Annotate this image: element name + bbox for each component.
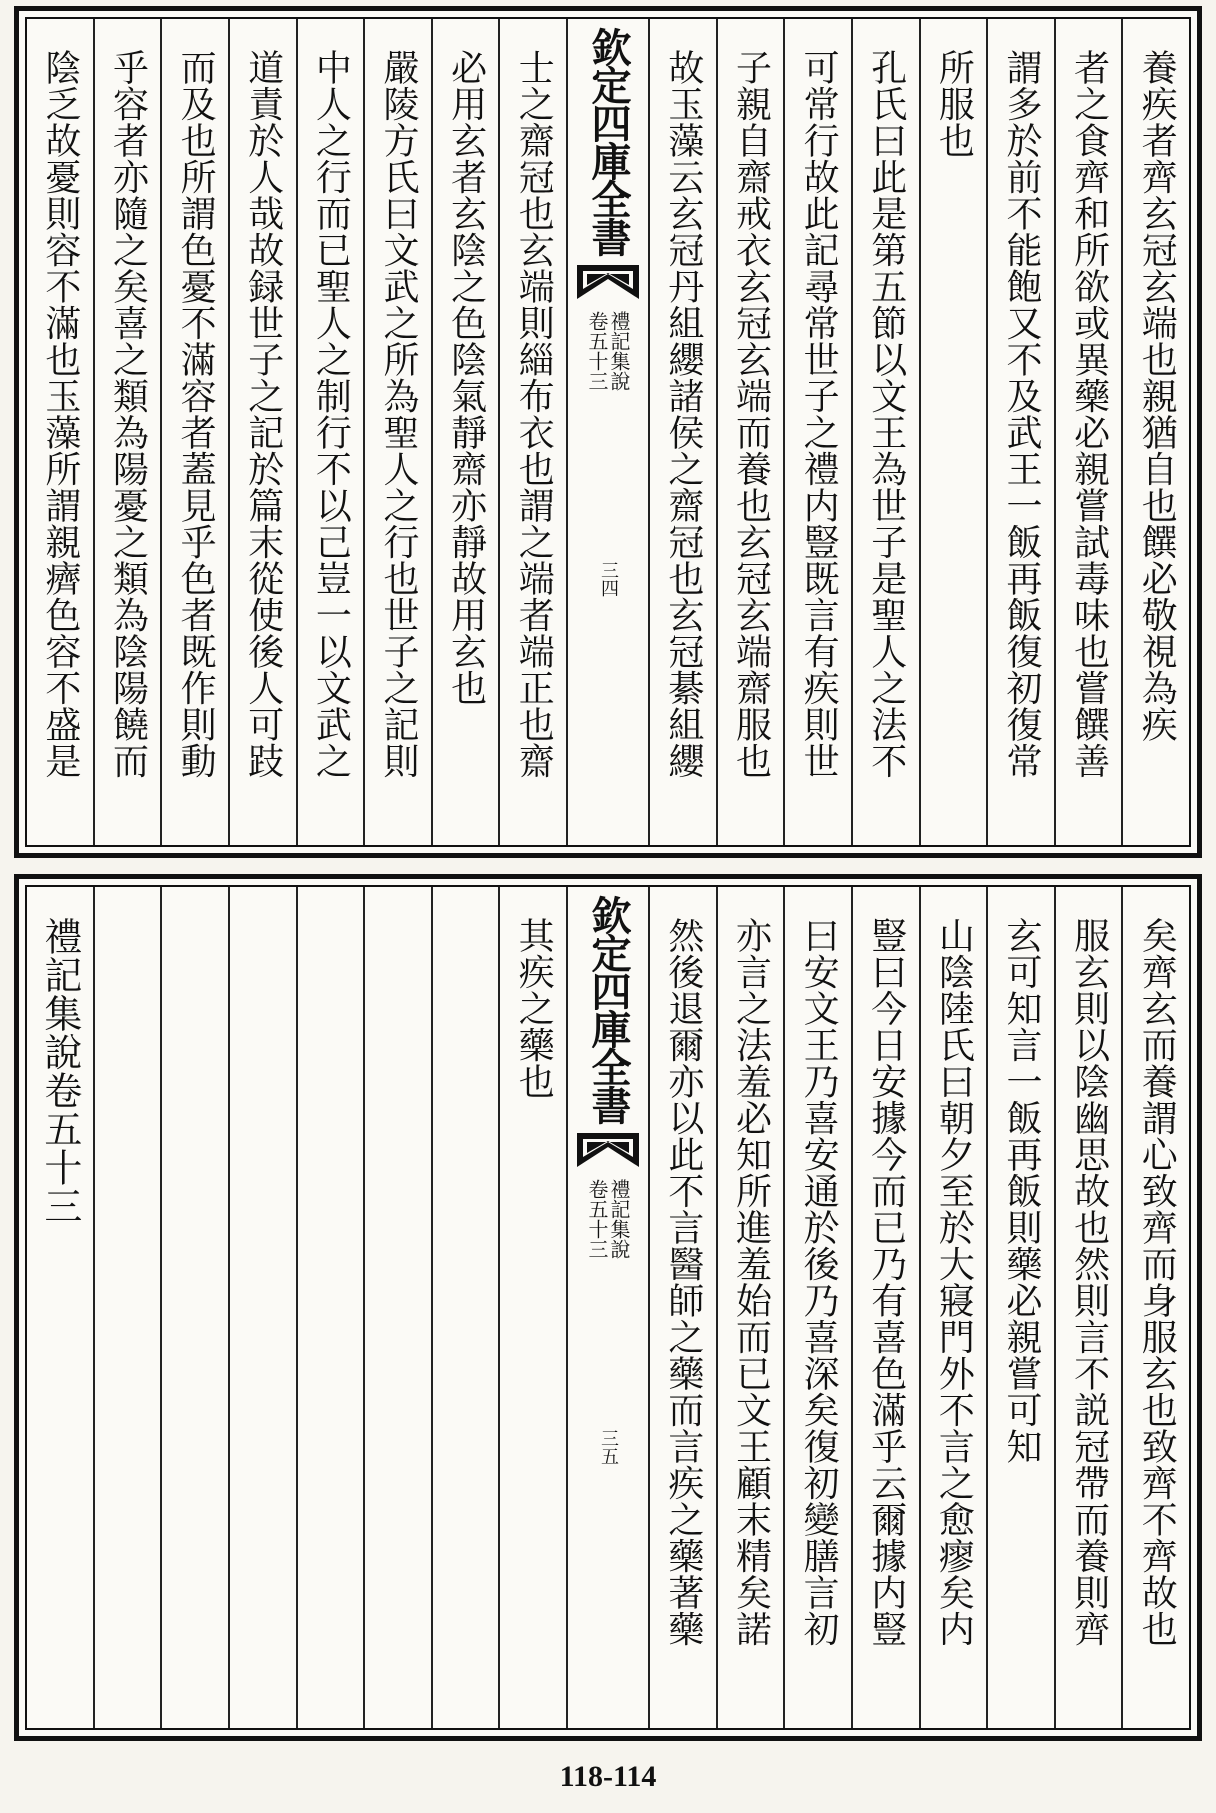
text-column: 子親自齋戒衣玄冠玄端而養也玄冠玄端齋服也 [716, 19, 784, 845]
text-column: 所服也 [919, 19, 987, 845]
text-column [160, 887, 228, 1728]
text-column: 必用玄者玄陰之色陰氣靜齋亦靜故用玄也 [431, 19, 499, 845]
book-name: 禮記集說 [607, 311, 631, 391]
book-meta [587, 1179, 629, 1259]
text-column: 豎曰今日安據今而已乃有喜色滿乎云爾據内豎 [851, 887, 919, 1728]
text-column: 矣齊玄而養謂心致齊而身服玄也致齊不齊故也 [1121, 887, 1189, 1728]
text-column: 者之食齊和所欲或異藥必親嘗試毒味也嘗饌善 [1054, 19, 1122, 845]
page-number: 三五 [598, 1429, 619, 1465]
text-column: 山陰陸氏曰朝夕至於大寢門外不言之愈瘳矣内 [919, 887, 987, 1728]
text-column: 孔氏曰此是第五節以文王為世子是聖人之法不 [851, 19, 919, 845]
collection-title: 欽定四庫全書 [585, 895, 632, 1123]
volume-label: 卷五十三 [585, 1179, 609, 1259]
collection-title: 欽定四庫全書 [585, 27, 632, 255]
text-column: 道責於人哉故録世子之記於篇末從使後人可跂 [228, 19, 296, 845]
text-column [93, 887, 161, 1728]
page-spine [566, 887, 648, 1728]
text-column: 可常行故此記尋常世子之禮内豎既言有疾則世 [783, 19, 851, 845]
bottom-page [14, 874, 1202, 1741]
text-column: 而及也所謂色憂不滿容者蓋見乎色者既作則動 [160, 19, 228, 845]
volume-label: 卷五十三 [585, 311, 609, 391]
text-column: 士之齋冠也玄端則緇布衣也謂之端者端正也齋 [498, 19, 566, 845]
text-column [363, 887, 431, 1728]
page-footer-number: 118-114 [559, 1760, 657, 1793]
book-meta [587, 311, 629, 391]
text-column: 謂多於前不能飽又不及武王一飯再飯復初復常 [986, 19, 1054, 845]
top-page-frame [25, 17, 1191, 847]
text-column: 玄可知言一飯再飯則藥必親嘗可知 [986, 887, 1054, 1728]
top-page [14, 6, 1202, 858]
fish-tail-ornament-icon [577, 265, 639, 299]
volume-end-title: 禮記集說卷五十三 [37, 917, 82, 1225]
text-column: 中人之行而已聖人之制行不以己豈一以文武之 [296, 19, 364, 845]
page-spine [566, 19, 648, 845]
text-column: 乎容者亦隨之矣喜之類為陽憂之類為陰陽饒而 [93, 19, 161, 845]
text-column [431, 887, 499, 1728]
fish-tail-ornament-icon [577, 1133, 639, 1167]
text-column: 其疾之藥也 [498, 887, 566, 1728]
text-column: 陰乏故憂則容不滿也玉藻所謂親癠色容不盛是 [39, 49, 81, 779]
page-number: 三四 [598, 561, 619, 597]
text-column: 曰安文王乃喜安通於後乃喜深矣復初變膳言初 [783, 887, 851, 1728]
bottom-page-frame [25, 885, 1191, 1730]
text-column: 亦言之法羞必知所進羞始而已文王顧末精矣諾 [716, 887, 784, 1728]
text-column: 故玉藻云玄冠丹組纓諸侯之齋冠也玄冠綦組纓 [648, 19, 716, 845]
text-column: 然後退爾亦以此不言醫師之藥而言疾之藥著藥 [648, 887, 716, 1728]
text-column: 服玄則以陰幽思故也然則言不説冠帶而養則齊 [1054, 887, 1122, 1728]
text-column [228, 887, 296, 1728]
book-name: 禮記集說 [607, 1179, 631, 1259]
text-column: 嚴陵方氏曰文武之所為聖人之行也世子之記則 [363, 19, 431, 845]
text-column: 養疾者齊玄冠玄端也親猶自也饌必敬視為疾 [1121, 19, 1189, 845]
text-column [296, 887, 364, 1728]
